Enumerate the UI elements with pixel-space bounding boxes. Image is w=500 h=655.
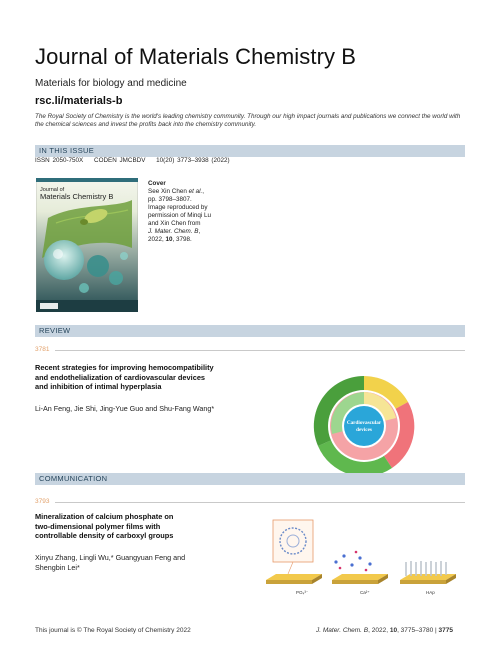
footer-page-number: 3775 xyxy=(438,627,453,634)
communication-page-number: 3793 xyxy=(35,498,50,505)
cover-heading: Cover xyxy=(148,180,166,187)
cover-image xyxy=(36,178,138,312)
figure-label-calcium: Ca²⁺ xyxy=(360,590,370,595)
volume-pages: 10(20) 3773–3938 (2022) xyxy=(156,157,230,164)
review-graphical-abstract xyxy=(312,374,416,478)
figure-label-hap: HAp xyxy=(426,590,435,595)
footer-citation: J. Mater. Chem. B, 2022, 10, 3775–3780 | 3775 xyxy=(316,627,453,634)
cover-title-line1: Journal of xyxy=(40,187,65,193)
cover-caption xyxy=(148,180,258,244)
cover-caption-line6: J. Mater. Chem. B, xyxy=(148,228,201,235)
communication-authors: Xinyu Zhang, Lingli Wu,* Guangyuan Feng and Shengbin Lei* xyxy=(35,553,186,572)
issn-line xyxy=(35,157,238,164)
cover-title-line2: Materials Chemistry B xyxy=(40,192,114,201)
section-header-communication: COMMUNICATION xyxy=(35,473,465,485)
figure-center-line1: Cardiovascular xyxy=(346,420,382,426)
review-authors: Li-An Feng, Jie Shi, Jing-Yue Guo and Shu-Fang Wang* xyxy=(35,404,215,413)
communication-graphical-abstract xyxy=(266,518,466,598)
journal-title: Journal of Materials Chemistry B xyxy=(35,44,357,69)
cover-caption-line7: 2022, 10, 3798. xyxy=(148,236,192,243)
section-header-review: REVIEW xyxy=(35,325,465,337)
cover-caption-line3: Image reproduced by xyxy=(148,204,208,211)
review-article-title[interactable]: Recent strategies for improving hemocompatibility and endothelialization of cardiovascular devices and inhibition of intimal hyperplasia xyxy=(35,363,214,391)
issn: ISSN 2050-750X xyxy=(35,157,84,164)
cover-caption-line5: and Xin Chen from xyxy=(148,220,201,227)
communication-article-title[interactable]: Mineralization of calcium phosphate on two-dimensional polymer films with controllable density of carboxyl groups xyxy=(35,512,174,540)
footer-copyright: This journal is © The Royal Society of Chemistry 2022 xyxy=(35,627,191,634)
cover-caption-line1: See Xin Chen et al., xyxy=(148,188,205,195)
section-header-in-this-issue: IN THIS ISSUE xyxy=(35,145,465,157)
journal-url-link[interactable]: rsc.li/materials-b xyxy=(35,95,123,107)
coden: CODEN JMCBDV xyxy=(94,157,146,164)
figure-label-phosphate: PO₄³⁻ xyxy=(296,590,309,595)
figure-center-line2: devices xyxy=(356,427,372,433)
communication-divider xyxy=(55,502,465,503)
cover-caption-line2: pp. 3798–3807. xyxy=(148,196,192,203)
review-page-number: 3781 xyxy=(35,346,50,353)
journal-subtitle: Materials for biology and medicine xyxy=(35,78,187,89)
review-divider xyxy=(55,350,465,351)
publisher-intro: The Royal Society of Chemistry is the world's leading chemistry community. Through our high impact journals and publications we connect the world with the chemical sciences and invest the profits back into the chemistry community. xyxy=(35,113,461,128)
cover-caption-line4: permission of Minqi Lu xyxy=(148,212,211,219)
